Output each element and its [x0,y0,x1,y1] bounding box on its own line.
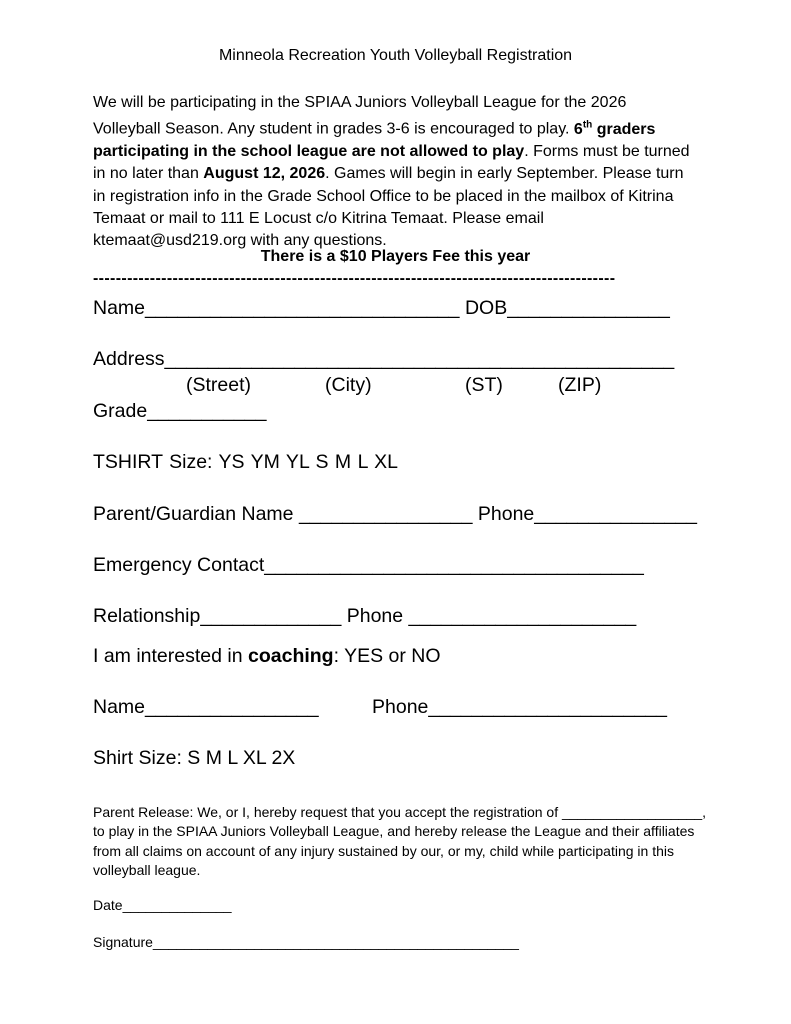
intro-paragraph [93,92,693,252]
coaching-bold: coaching [248,645,334,667]
shirt-size-field[interactable]: Shirt Size: S M L XL 2X [93,747,296,769]
intro-text-2: . Forms must be turned in no later than [93,142,690,183]
address-city-label: (City) [325,374,372,396]
intro-bold-grade-restriction: 6th graders participating in the school league are not allowed to play [93,119,656,160]
coach-phone-field[interactable]: Phone______________________ [372,696,667,718]
address-field[interactable]: Address_______________________________________________ [93,348,675,370]
address-state-label: (ST) [465,374,503,396]
fee-notice: There is a $10 Players Fee this year [260,248,531,265]
parent-release-text: Parent Release: We, or I, hereby request that you accept the registration of __________________, to play in the SPIAA Juniors Volleyball League, and hereby release the League and their affiliates from all claims on account of any injury sustained by our, or my, child while participating in this volleyball league. [93,804,707,878]
address-zip-label: (ZIP) [558,374,602,396]
coaching-interest-field[interactable]: I am interested in coaching: YES or NO [93,645,441,667]
emergency-contact-field[interactable]: Emergency Contact___________________________________ [93,554,644,576]
tshirt-size-field[interactable]: TSHIRT Size: YS YM YL S M L XL [93,451,398,473]
address-street-label: (Street) [186,374,252,396]
page-title: Minneola Recreation Youth Volleyball Registration [218,47,573,64]
parent-guardian-field[interactable]: Parent/Guardian Name ________________ Phone_______________ [93,503,697,525]
name-dob-field[interactable]: Name_____________________________ DOB_______________ [93,297,670,319]
coach-name-field[interactable]: Name________________ [93,696,319,718]
divider: -------------------------------------------------------------------------------------------- [93,270,616,287]
relationship-phone-field[interactable]: Relationship_____________ Phone _____________________ [93,605,637,627]
intro-text-1: We will be participating in the SPIAA Juniors Volleyball League for the 2026 Volleyball Season. Any student in grades 3-6 is encouraged to play. [93,94,627,138]
signature-field[interactable]: Signature_______________________________________________ [93,934,519,950]
intro-bold-deadline: August 12, 2026 [203,165,326,183]
intro-text-3: . Games will begin in early September. Please turn in registration info in the Grade School Office to be placed in the mailbox of Kitrina Temaat or mail to 111 E Locust c/o Kitrina Temaat. Please email ktemaat@usd219.org with any questions. [93,165,684,250]
grade-field[interactable]: Grade___________ [93,400,267,422]
date-field[interactable]: Date______________ [93,897,232,913]
